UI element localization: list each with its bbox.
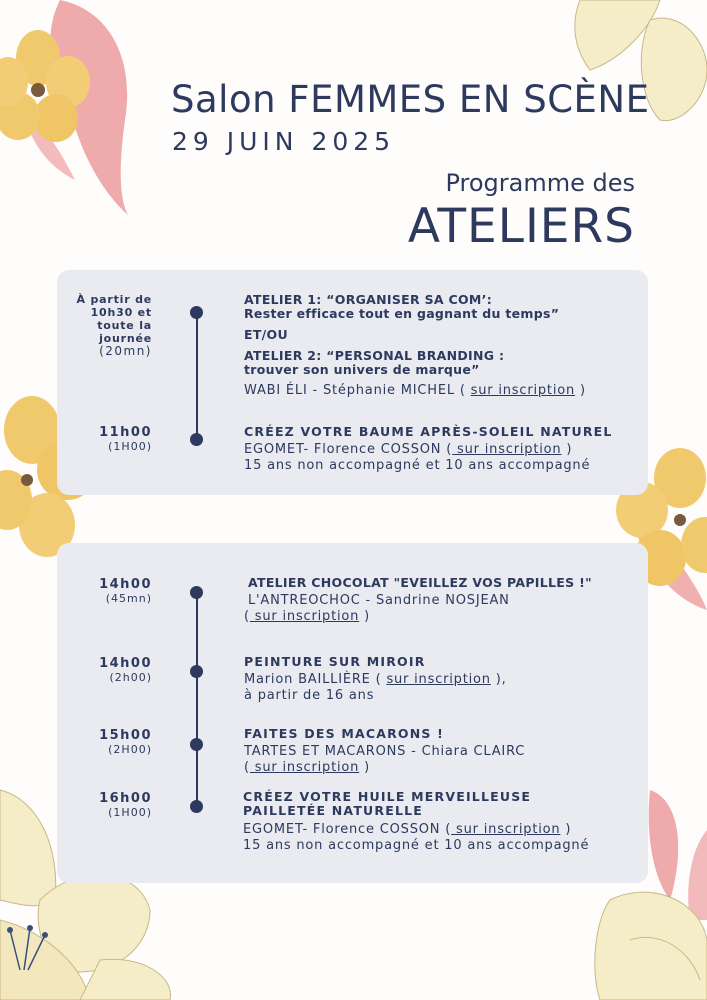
timeline-dot — [190, 665, 203, 678]
slot-time-morning-1: À partir de 10h30 et toute la journée (20mn) — [76, 293, 152, 358]
workshop-afternoon-4 — [243, 790, 638, 854]
age-note: 15 ans non accompagné et 10 ans accompagné — [243, 838, 590, 853]
age-note: à partir de 16 ans — [244, 688, 375, 703]
workshop-subtitle: trouver son univers de marque” — [244, 362, 480, 377]
workshop-title: ATELIER CHOCOLAT "EVEILLEZ VOS PAPILLES !" — [248, 575, 592, 590]
slot-time-afternoon-3: 15h00 (2H00) — [99, 728, 152, 756]
workshop-title: ATELIER 2: “PERSONAL BRANDING : — [244, 348, 505, 363]
workshop-morning-2 — [244, 425, 639, 474]
flower-top-left-icon — [0, 0, 140, 220]
or-separator: ET/OU — [244, 327, 288, 342]
organizer-line: WABI ÉLI - Stéphanie MICHEL ( sur inscription ) — [244, 383, 586, 398]
workshop-title: CRÉEZ VOTRE BAUME APRÈS-SOLEIL NATUREL — [244, 424, 613, 439]
registration-link[interactable]: sur inscription — [451, 822, 561, 837]
registration-link[interactable]: sur inscription — [249, 760, 360, 775]
event-title: Salon FEMMES EN SCÈNE — [171, 78, 650, 121]
organizer: TARTES ET MACARONS - Chiara CLAIRC — [244, 744, 526, 759]
program-title: ATELIERS — [407, 199, 635, 254]
slot-time-afternoon-2: 14h00 (2h00) — [99, 656, 152, 684]
timeline-dot — [190, 586, 203, 599]
workshop-afternoon-2 — [244, 655, 629, 704]
organizer: Marion BAILLIÈRE ( — [244, 672, 382, 687]
workshop-title-line2: PAILLETÉE NATURELLE — [243, 803, 424, 818]
organizer: L'ANTREOCHOC - Sandrine NOSJEAN — [248, 593, 510, 608]
organizer-line: Marion BAILLIÈRE ( sur inscription ), — [244, 672, 507, 687]
registration-link[interactable]: sur inscription — [386, 672, 491, 687]
organizer: EGOMET- Florence COSSON ( — [243, 822, 452, 837]
timeline-dot — [190, 800, 203, 813]
workshop-title: CRÉEZ VOTRE HUILE MERVEILLEUSE — [243, 789, 532, 804]
program-prefix: Programme des — [445, 169, 635, 197]
workshop-title: PEINTURE SUR MIROIR — [244, 654, 426, 669]
registration-line: ( sur inscription ) — [244, 609, 370, 624]
registration-link[interactable]: sur inscription — [249, 609, 360, 624]
timeline-dot — [190, 306, 203, 319]
registration-link[interactable]: sur inscription — [470, 383, 576, 398]
registration-link[interactable]: sur inscription — [452, 442, 562, 457]
workshop-morning-1 — [244, 293, 629, 399]
workshop-subtitle: Rester efficace tout en gagnant du temps” — [244, 306, 560, 321]
timeline-line-afternoon — [196, 592, 198, 806]
organizer: WABI ÉLI - Stéphanie MICHEL ( — [244, 383, 466, 398]
workshop-title: FAITES DES MACARONS ! — [244, 726, 445, 741]
workshop-afternoon-3 — [244, 727, 629, 776]
event-date: 29 JUIN 2025 — [172, 127, 396, 156]
workshop-title: ATELIER 1: “ORGANISER SA COM’: — [244, 292, 492, 307]
timeline-line-morning — [196, 312, 198, 440]
slot-time-morning-2: 11h00 (1H00) — [99, 425, 152, 453]
timeline-dot — [190, 433, 203, 446]
registration-line: ( sur inscription ) — [244, 760, 370, 775]
workshop-afternoon-1 — [244, 575, 633, 625]
organizer-line: EGOMET- Florence COSSON ( sur inscription ) — [244, 442, 573, 457]
slot-time-afternoon-4: 16h00 (1H00) — [99, 791, 152, 819]
timeline-dot — [190, 738, 203, 751]
organizer: EGOMET- Florence COSSON ( — [244, 442, 453, 457]
age-note: 15 ans non accompagné et 10 ans accompagné — [244, 458, 591, 473]
slot-time-afternoon-1: 14h00 (45mn) — [99, 577, 152, 605]
organizer-line: EGOMET- Florence COSSON ( sur inscription ) — [243, 822, 572, 837]
